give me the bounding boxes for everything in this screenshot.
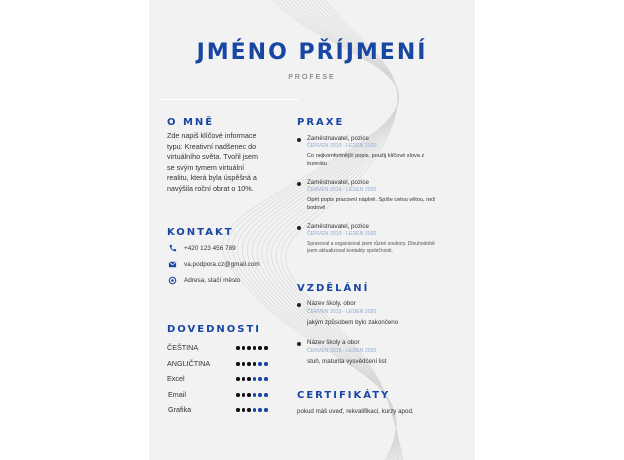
rating-dot-filled [247, 408, 251, 412]
rating-dot-filled [264, 346, 268, 350]
description-line: Spravoval a organizoval jsem různé soubory. Dlouhodobě [307, 241, 435, 247]
description-line: Co nejkomfortnější popis, použij klíčové slova z [307, 153, 425, 159]
skill-rating [236, 377, 268, 381]
experience-position: Zaměstnavatel, pozice [307, 135, 369, 142]
education-date: ČERVEN 2019 - LEDEN 2020 [307, 348, 377, 354]
experience-position: Zaměstnavatel, pozice [307, 223, 369, 230]
about-heading: O MNĚ [167, 117, 215, 128]
skill-label: Email [168, 390, 186, 399]
rating-dot-filled [253, 362, 257, 366]
header-divider [159, 99, 299, 100]
experience-date: ČERVEN 2019 - LEDEN 2020 [307, 143, 377, 149]
description-line: inzerátu [307, 160, 327, 167]
education-description: jakým způsobem bylo zakončeno [307, 319, 399, 326]
about-line: realitu, která byla úspěšná a [167, 173, 257, 183]
rating-dot-filled [236, 346, 240, 350]
experience-bullet [297, 182, 301, 186]
skill-rating [236, 362, 268, 366]
skill-label: Excel [167, 374, 185, 383]
about-line: se svým tymem virtuální [167, 162, 245, 172]
education-date: ČERVEN 2019 - LEDEN 2020 [307, 309, 377, 315]
experience-date: ČERVEN 2019 - LEDEN 2020 [307, 231, 377, 237]
rating-dot-filled [242, 362, 246, 366]
rating-dot-empty [258, 362, 262, 366]
education-heading: VZDĚLÁNÍ [297, 283, 370, 294]
about-line: typu: Kreativní nadšenec do [167, 141, 257, 151]
rating-dot-empty [264, 377, 268, 381]
contact-address: Adresa, stačí město [184, 277, 241, 284]
rating-dot-filled [247, 393, 251, 397]
experience-bullet [297, 138, 301, 142]
rating-dot-filled [247, 362, 251, 366]
experience-position: Zaměstnavatel, pozice [307, 179, 369, 186]
about-text [167, 131, 277, 195]
envelope-icon [168, 260, 177, 269]
rating-dot-filled [236, 362, 240, 366]
skill-label: Grafika [168, 405, 192, 414]
about-line: virtuálního světa. Tvořil jsem [167, 152, 258, 162]
education-description: stuň, maturita vysvědčení list [307, 358, 387, 365]
skill-rating [236, 393, 268, 397]
profession-title: PROFESE [288, 74, 336, 81]
rating-dot-empty [258, 408, 262, 412]
rating-dot-filled [242, 346, 246, 350]
certificates-heading: CERTIFIKÁTY [297, 390, 391, 401]
skill-label: ČEŠTINA [167, 343, 199, 352]
rating-dot-filled [247, 377, 251, 381]
education-school: Název školy a obor [307, 339, 360, 346]
rating-dot-filled [236, 408, 240, 412]
rating-dot-empty [253, 408, 257, 412]
rating-dot-filled [242, 408, 246, 412]
phone-icon [168, 244, 177, 253]
rating-dot-filled [247, 346, 251, 350]
rating-dot-empty [258, 377, 262, 381]
rating-dot-empty [264, 393, 268, 397]
experience-heading: PRAXE [297, 117, 345, 128]
contact-heading: KONTAKT [167, 227, 234, 238]
description-line: jsem aktualizoval kontakty společnosti. [307, 248, 393, 254]
about-line: navýšila roční obrat o 10%. [167, 183, 254, 193]
rating-dot-filled [258, 346, 262, 350]
education-bullet [297, 303, 301, 307]
education-bullet [297, 342, 301, 346]
contact-email: va.podpora.cz@gmail.com [184, 261, 260, 268]
person-name: JMÉNO PŘÍJMENÍ [196, 40, 428, 65]
rating-dot-filled [236, 393, 240, 397]
skill-rating [236, 346, 268, 350]
rating-dot-empty [264, 408, 268, 412]
rating-dot-filled [242, 393, 246, 397]
skill-rating [236, 408, 268, 412]
contact-phone: +420 123 456 789 [184, 245, 236, 252]
experience-description [307, 153, 467, 169]
certificates-text: pokud máš uveď, rekvalifikaci, kurzy apod. [297, 408, 414, 415]
rating-dot-empty [253, 377, 257, 381]
about-line: Zde napiš klíčové informace [167, 131, 257, 140]
rating-dot-filled [236, 377, 240, 381]
rating-dot-empty [258, 393, 262, 397]
resume-page [149, 0, 475, 460]
description-line: bodově [307, 204, 326, 211]
education-school: Název školy, obor [307, 300, 356, 307]
rating-dot-filled [253, 346, 257, 350]
experience-description [307, 197, 467, 213]
experience-date: ČERVEN 2019 - LEDEN 2020 [307, 187, 377, 193]
location-icon [168, 276, 177, 285]
skill-label: ANGLIČTINA [167, 359, 211, 368]
rating-dot-filled [242, 377, 246, 381]
experience-bullet [297, 226, 301, 230]
rating-dot-empty [253, 393, 257, 397]
skills-heading: DOVEDNOSTI [167, 324, 262, 335]
description-line: Opět popis pracovní náplně. Spíše celou větou, než [307, 197, 436, 203]
experience-description [307, 241, 472, 255]
rating-dot-empty [264, 362, 268, 366]
